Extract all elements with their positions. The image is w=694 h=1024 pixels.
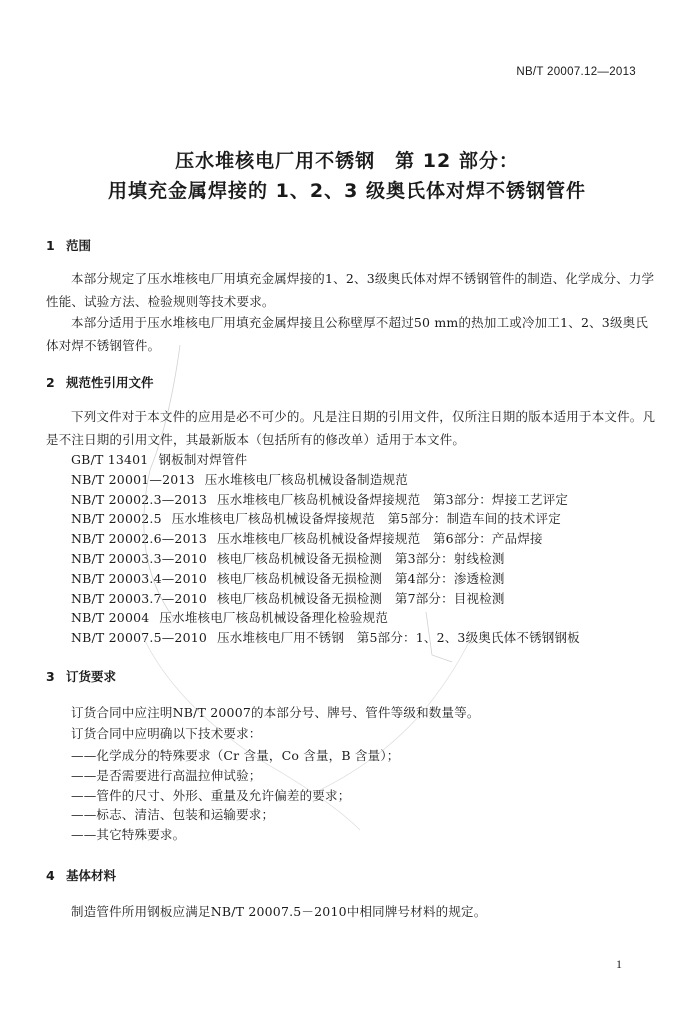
reference-title: 核电厂核岛机械设备无损检测 第4部分：渗透检测 [217,570,505,586]
section-1-paragraph-2: 本部分适用于压水堆核电厂用填充金属焊接且公称壁厚不超过50 mm的热加工或冷加工1、2、3级奥氏体对焊不锈钢管件。 [46,315,649,353]
list-item: ——其它特殊要求。 [71,827,186,843]
reference-title: 压水堆核电厂核岛机械设备焊接规范 第6部分：产品焊接 [217,531,543,547]
reference-code: NB/T 20003.4—2010 [71,570,208,586]
section-number: 2 [46,375,55,390]
reference-item [71,549,580,569]
reference-item [71,628,580,648]
page-number: 1 [616,957,622,971]
section-4-heading [46,866,116,884]
section-number: 4 [46,868,55,883]
document-title-line2: 用填充金属焊接的 1、2、3 级奥氏体对焊不锈钢管件 [108,180,586,202]
list-item: ——标志、清洁、包装和运输要求； [71,807,275,823]
reference-item [71,509,580,529]
reference-title: 核电厂核岛机械设备无损检测 第3部分：射线检测 [217,550,505,566]
reference-title: 压水堆核电厂核岛机械设备焊接规范 第5部分：制造车间的技术评定 [171,511,561,527]
reference-item [71,569,580,589]
reference-code: NB/T 20002.5 [71,511,162,527]
section-4-paragraph: 制造管件所用钢板应满足NB/T 20007.5－2010中相同牌号材料的规定。 [71,904,487,919]
reference-code: GB/T 13401 [71,452,149,467]
reference-item [71,490,580,510]
reference-item [71,529,580,549]
reference-item [71,589,580,609]
reference-code: NB/T 20004 [71,610,150,626]
section-number: 1 [46,238,55,253]
list-item: ——管件的尺寸、外形、重量及允许偏差的要求； [71,787,351,803]
section-title: 范围 [66,238,92,253]
section-title: 基体材料 [66,868,117,883]
reference-code: NB/T 20001—2013 [71,471,195,487]
section-2-heading [46,373,154,391]
reference-title: 压水堆核电厂核岛机械设备理化检验规范 [159,610,389,626]
reference-code: NB/T 20003.3—2010 [71,550,208,566]
reference-title: 压水堆核电厂用不锈钢 第5部分：1、2、3级奥氏体不锈钢钢板 [217,630,580,646]
section-1-heading [46,236,91,254]
normative-references-list [71,450,580,648]
reference-item [71,608,580,628]
standard-code: NB/T 20007.12—2013 [516,66,636,78]
reference-code: NB/T 20002.6—2013 [71,531,208,547]
reference-code: NB/T 20003.7—2010 [71,590,208,606]
section-number: 3 [46,669,55,684]
list-item: ——是否需要进行高温拉伸试验； [71,767,262,783]
reference-code: NB/T 20002.3—2013 [71,491,208,507]
section-title: 规范性引用文件 [66,375,154,390]
section-3-paragraph-2: 订货合同中应明确以下技术要求： [71,726,262,741]
reference-code: NB/T 20007.5—2010 [71,630,208,646]
reference-title: 核电厂核岛机械设备无损检测 第7部分：目视检测 [217,590,505,606]
document-title-line1: 压水堆核电厂用不锈钢 第 12 部分： [175,150,519,172]
list-item: ——化学成分的特殊要求（Cr 含量，Co 含量，B 含量）； [71,748,400,763]
reference-item [71,450,580,470]
reference-title: 钢板制对焊管件 [158,452,248,467]
section-2-intro: 下列文件对于本文件的应用是必不可少的。凡是注日期的引用文件，仅所注日期的版本适用于本文件。凡是不注日期的引用文件，其最新版本（包括所有的修改单）适用于本文件。 [46,409,656,447]
reference-item [71,470,580,490]
section-title: 订货要求 [66,669,117,684]
reference-title: 压水堆核电厂核岛机械设备制造规范 [204,471,408,487]
technical-requirements-list [71,746,400,845]
section-3-paragraph-1: 订货合同中应注明NB/T 20007的本部分号、牌号、管件等级和数量等。 [71,705,480,720]
section-3-heading [46,667,116,685]
reference-title: 压水堆核电厂核岛机械设备焊接规范 第3部分：焊接工艺评定 [217,491,569,507]
section-1-paragraph-1: 本部分规定了压水堆核电厂用填充金属焊接的1、2、3级奥氏体对焊不锈钢管件的制造、化学成分、力学性能、试验方法、检验规则等技术要求。 [46,271,655,309]
